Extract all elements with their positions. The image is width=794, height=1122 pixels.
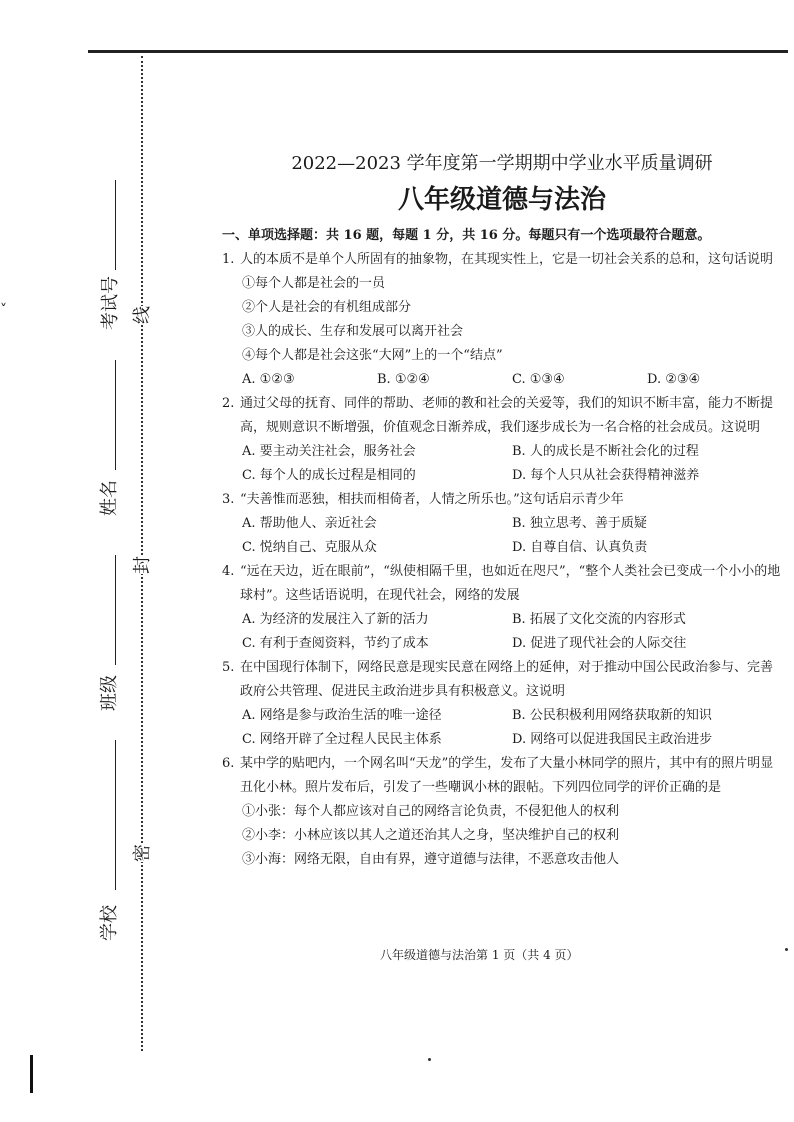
option-b: B. 独立思考、善于质疑 [512, 516, 647, 531]
options-row [222, 368, 782, 392]
options-grid [222, 608, 782, 656]
question-stem: 人的本质不是单个人所固有的抽象物，在其现实性上，它是一切社会关系的总和，这句话说明 [240, 252, 774, 267]
exam-title: 2022—2023 学年度第一学期期中学业水平质量调研 [291, 153, 713, 174]
statement: ②小李：小林应该以其人之道还治其人之身，坚决维护自己的权利 [242, 828, 620, 843]
name-blank [115, 360, 116, 470]
option-c: C. 有利于查阅资料，节约了成本 [242, 636, 429, 651]
page-footer: 八年级道德与法治第 1 页（共 4 页） [380, 948, 579, 962]
option-d: D. 促进了现代社会的人际交往 [512, 636, 687, 651]
statement: ②个人是社会的有机组成部分 [242, 300, 412, 315]
exam-content [222, 150, 782, 872]
scan-speck [428, 1058, 431, 1061]
statement: ①小张：每个人都应该对自己的网络言论负责，不侵犯他人的权利 [242, 804, 620, 819]
option-a: A. ①②③ [242, 372, 295, 387]
class-blank [115, 555, 116, 665]
question-stem: 在中国现行体制下，网络民意是现实民意在网络上的延伸，对于推动中国公民政治参与、完善政府公共管理、促进民主政治进步具有积极意义。这说明 [240, 660, 774, 699]
seal-word-mi: 密 [126, 844, 156, 862]
question-number: 6. [222, 756, 235, 771]
options-grid [222, 704, 782, 752]
statement: ③小海：网络无限，自由有界，遵守道德与法律，不恶意攻击他人 [242, 852, 620, 867]
option-a: A. 网络是参与政治生活的唯一途径 [242, 708, 442, 723]
option-d: D. 网络可以促进我国民主政治进步 [512, 732, 713, 747]
question-1 [222, 248, 782, 272]
question-5 [222, 656, 782, 704]
option-b: B. 拓展了文化交流的内容形式 [512, 612, 686, 627]
option-d: D. 每个人只从社会获得精神滋养 [512, 468, 700, 483]
options-grid [222, 512, 782, 560]
question-2 [222, 392, 782, 440]
option-d: D. 自尊自信、认真负责 [512, 540, 648, 555]
school-blank [115, 740, 116, 890]
option-d: D. ②③④ [647, 372, 701, 387]
question-6 [222, 752, 782, 800]
seal-word-feng: 封 [126, 556, 156, 574]
statement: ④每个人都是社会这张“大网”上的一个“结点” [242, 348, 503, 363]
option-a: A. 为经济的发展注入了新的活力 [242, 612, 429, 627]
seal-word-xian: 线 [126, 306, 156, 324]
option-b: B. 公民积极利用网络获取新的知识 [512, 708, 712, 723]
scan-mark [30, 1055, 33, 1093]
option-b: B. 人的成长是不断社会化的过程 [512, 444, 699, 459]
option-c: C. 每个人的成长过程是相同的 [242, 468, 416, 483]
question-stem: 通过父母的抚育、同伴的帮助、老师的教和社会的关爱等，我们的知识不断丰富，能力不断提高，规则意识不断增强，价值观念日渐养成，我们逐步成长为一名合格的社会成员。这说明 [240, 396, 774, 435]
name-label: 姓名 [99, 480, 120, 516]
statement: ①每个人都是社会的一员 [242, 276, 386, 291]
question-stem: “远在天边，近在眼前”，“纵使相隔千里，也如近在咫尺”，“整个人类社会已变成一个小小的地球村”。这些话语说明，在现代社会，网络的发展 [240, 564, 781, 603]
option-c: C. 悦纳自己、克服从众 [242, 540, 377, 555]
option-a: A. 要主动关注社会，服务社会 [242, 444, 416, 459]
binding-dotted-line [141, 56, 143, 1051]
question-3 [222, 488, 782, 512]
option-b: B. ①②④ [377, 372, 430, 387]
question-4 [222, 560, 782, 608]
question-stem: “夫善惟而恶独，相扶而相倚者，人情之所乐也。”这句话启示青少年 [240, 492, 624, 507]
question-number: 2. [222, 396, 235, 411]
exam-number-label: 考试号 [100, 276, 121, 330]
option-c: C. ①③④ [512, 372, 565, 387]
school-label: 学校 [99, 905, 120, 941]
question-number: 4. [222, 564, 235, 579]
question-number: 1. [222, 252, 235, 267]
section-heading: 一、单项选择题：共 16 题，每题 1 分，共 16 分。每题只有一个选项最符合题意。 [222, 228, 711, 243]
scan-speck [785, 948, 788, 951]
statement: ③人的成长、生存和发展可以离开社会 [242, 324, 464, 339]
top-rule [88, 50, 788, 53]
class-label: 班级 [99, 675, 120, 711]
question-stem: 某中学的贴吧内，一个网名叫“天龙”的学生，发布了大量小林同学的照片，其中有的照片明显丑化小林。照片发布后，引发了一些嘲讽小林的跟帖。下列四位同学的评价正确的是 [240, 756, 774, 795]
option-a: A. 帮助他人、亲近社会 [242, 516, 377, 531]
question-number: 5. [222, 660, 235, 675]
question-number: 3. [222, 492, 235, 507]
scan-mark: ˅ [0, 302, 7, 318]
options-grid [222, 440, 782, 488]
option-c: C. 网络开辟了全过程人民民主体系 [242, 732, 442, 747]
subject-title: 八年级道德与法治 [397, 185, 606, 215]
exam-number-blank [115, 180, 116, 270]
